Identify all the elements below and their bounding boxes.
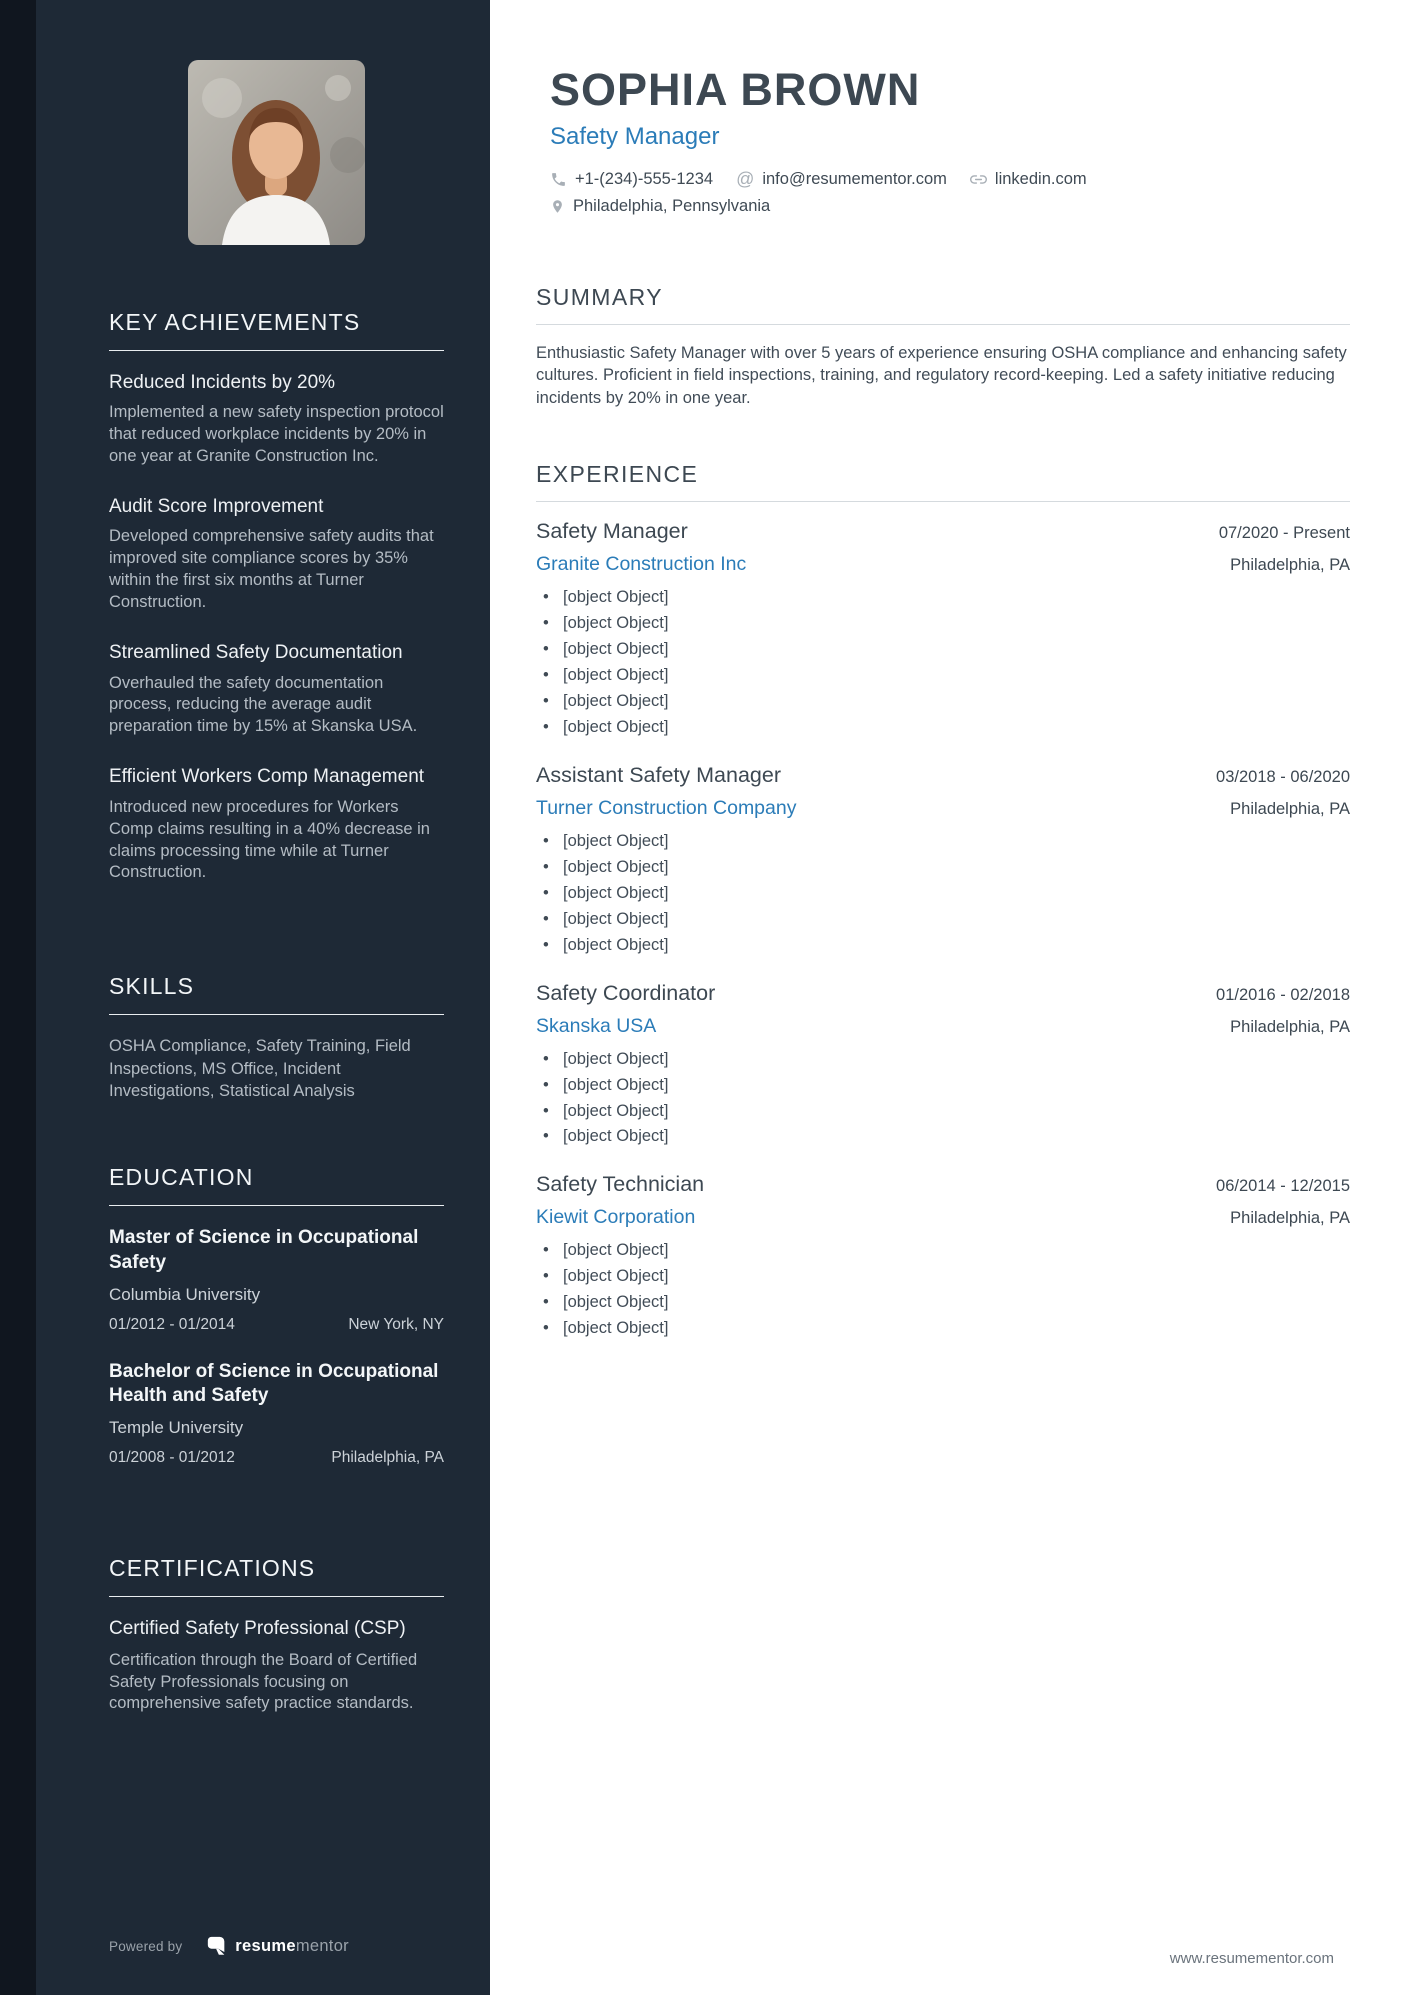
job-company-row — [536, 1206, 1350, 1229]
job-entry — [536, 519, 1350, 739]
contact-row — [550, 169, 1350, 190]
job-company-row — [536, 553, 1350, 576]
achievement-item — [109, 371, 444, 468]
sidebar — [0, 0, 490, 1995]
achievement-title: Reduced Incidents by 20% — [109, 372, 336, 393]
website-link[interactable]: www.resumementor.com — [1169, 1950, 1334, 1967]
section-divider — [536, 324, 1350, 325]
skills-text: OSHA Compliance, Safety Training, Field Inspections, MS Office, Incident Investigations, Statistical Analysis — [109, 1037, 411, 1100]
brand-word-resume: resume — [235, 1936, 296, 1955]
job-title-row — [536, 763, 1350, 788]
section-divider — [109, 1014, 444, 1015]
education-meta-row — [109, 1449, 444, 1467]
achievement-title: Streamlined Safety Documentation — [109, 642, 403, 664]
education-dates: 01/2012 - 01/2014 — [109, 1315, 235, 1333]
job-location: Philadelphia, PA — [1230, 1017, 1350, 1036]
job-location: Philadelphia, PA — [1230, 1209, 1350, 1228]
email-contact[interactable] — [736, 169, 947, 190]
job-bullet: • [object Object] — [536, 613, 1350, 635]
job-bullet-list — [536, 831, 1350, 957]
brand-wordmark — [235, 1937, 349, 1956]
summary-section — [536, 284, 1350, 409]
resumementor-logo-icon — [206, 1935, 228, 1957]
job-bullet: • [object Object] — [536, 1126, 1350, 1148]
job-bullet: • [object Object] — [536, 1266, 1350, 1288]
job-bullet: • [object Object] — [536, 717, 1350, 739]
job-bullet-list — [536, 1240, 1350, 1340]
phone-contact[interactable] — [550, 170, 713, 189]
skills-heading: SKILLS — [109, 973, 195, 1000]
achievement-text: Overhauled the safety documentation process, reducing the average audit preparation time by 15% at Skanska USA. — [109, 673, 418, 736]
profile-photo-illustration — [188, 60, 365, 245]
link-icon — [970, 171, 987, 188]
job-bullet: • [object Object] — [536, 831, 1350, 853]
job-entry — [536, 763, 1350, 957]
section-divider — [109, 1205, 444, 1206]
job-entry — [536, 981, 1350, 1149]
sidebar-section-education — [109, 1164, 444, 1493]
job-dates: 06/2014 - 12/2015 — [1216, 1177, 1350, 1196]
experience-section — [536, 461, 1350, 1344]
job-title: Assistant Safety Manager — [536, 762, 781, 787]
education-item — [109, 1360, 444, 1467]
job-dates: 01/2016 - 02/2018 — [1216, 985, 1350, 1004]
sidebar-section-certifications — [109, 1555, 444, 1716]
certifications-heading: CERTIFICATIONS — [109, 1554, 316, 1581]
school-name: Temple University — [109, 1417, 244, 1437]
summary-text: Enthusiastic Safety Manager with over 5 years of experience ensuring OSHA compliance and enhancing safety cultures. Proficient in field inspections, training, and regulatory record-keeping. Led a safety initiative reducing incidents by 20% in one year. — [536, 344, 1347, 407]
section-divider — [109, 1596, 444, 1597]
candidate-title: Safety Manager — [550, 123, 720, 150]
job-title-row — [536, 981, 1350, 1006]
job-bullet: • [object Object] — [536, 1075, 1350, 1097]
linkedin-url: linkedin.com — [994, 170, 1087, 188]
job-title: Safety Coordinator — [536, 980, 716, 1005]
job-title-row — [536, 1172, 1350, 1197]
key-achievements-heading: KEY ACHIEVEMENTS — [109, 309, 361, 335]
education-list — [109, 1226, 444, 1467]
degree-title: Master of Science in Occupational Safety — [109, 1227, 419, 1273]
sidebar-section-key-achievements — [109, 309, 444, 911]
phone-number: +1-(234)-555-1234 — [575, 170, 714, 188]
company-name[interactable]: Kiewit Corporation — [536, 1206, 696, 1229]
job-bullet: • [object Object] — [536, 935, 1350, 957]
achievement-text: Implemented a new safety inspection protocol that reduced workplace incidents by 20% in one year at Granite Construction Inc. — [109, 403, 444, 466]
job-bullet: • [object Object] — [536, 857, 1350, 879]
powered-by-footer — [109, 1935, 444, 1961]
location-row — [550, 197, 1350, 216]
job-location: Philadelphia, PA — [1230, 556, 1350, 575]
candidate-name: SOPHIA BROWN — [550, 64, 921, 115]
education-location: Philadelphia, PA — [331, 1448, 444, 1466]
job-entry — [536, 1172, 1350, 1340]
company-name[interactable]: Turner Construction Company — [536, 796, 797, 819]
education-dates: 01/2008 - 01/2012 — [109, 1448, 235, 1466]
job-bullet: • [object Object] — [536, 1318, 1350, 1340]
job-company-row — [536, 797, 1350, 820]
job-dates: 07/2020 - Present — [1218, 524, 1350, 543]
email-at-icon: @ — [736, 169, 755, 189]
job-bullet: • [object Object] — [536, 909, 1350, 931]
job-bullet-list — [536, 1049, 1350, 1149]
achievement-text: Introduced new procedures for Workers Comp claims resulting in a 40% decrease in claims processing time while at Turner Construction. — [109, 797, 430, 882]
job-bullet: • [object Object] — [536, 691, 1350, 713]
school-name: Columbia University — [109, 1284, 261, 1304]
job-bullet: • [object Object] — [536, 1101, 1350, 1123]
certification-item — [109, 1617, 444, 1716]
job-bullet: • [object Object] — [536, 639, 1350, 661]
powered-by-label: Powered by — [109, 1938, 183, 1954]
education-item — [109, 1226, 444, 1333]
company-name[interactable]: Granite Construction Inc — [536, 553, 747, 576]
achievement-item — [109, 765, 444, 884]
education-location: New York, NY — [348, 1315, 444, 1333]
summary-heading: SUMMARY — [536, 284, 663, 310]
achievement-item — [109, 495, 444, 614]
job-bullet: • [object Object] — [536, 587, 1350, 609]
education-meta-row — [109, 1316, 444, 1334]
sidebar-section-skills — [109, 973, 444, 1102]
job-title: Safety Manager — [536, 519, 688, 544]
company-name[interactable]: Skanska USA — [536, 1014, 657, 1037]
achievement-text: Developed comprehensive safety audits that improved site compliance scores by 35% within the first six months at Turner Construction. — [109, 527, 434, 612]
profile-photo — [188, 60, 365, 245]
job-bullet: • [object Object] — [536, 665, 1350, 687]
degree-title: Bachelor of Science in Occupational Health and Safety — [109, 1360, 439, 1407]
certification-text: Certification through the Board of Certified Safety Professionals focusing on comprehensive safety practice standards. — [109, 1650, 418, 1713]
linkedin-contact[interactable] — [970, 170, 1087, 189]
main-content — [490, 0, 1410, 1995]
certification-list — [109, 1617, 444, 1716]
resumementor-brand[interactable] — [206, 1935, 349, 1957]
job-bullet: • [object Object] — [536, 883, 1350, 905]
job-title: Safety Technician — [536, 1172, 705, 1197]
location-text: Philadelphia, Pennsylvania — [573, 197, 771, 215]
section-divider — [109, 350, 444, 351]
job-bullet: • [object Object] — [536, 1049, 1350, 1071]
job-bullet: • [object Object] — [536, 1240, 1350, 1262]
job-list — [536, 519, 1350, 1340]
job-company-row — [536, 1015, 1350, 1038]
job-bullet-list — [536, 587, 1350, 739]
job-dates: 03/2018 - 06/2020 — [1216, 767, 1350, 786]
experience-heading: EXPERIENCE — [536, 461, 699, 488]
achievement-title: Audit Score Improvement — [109, 496, 324, 518]
achievement-item — [109, 641, 444, 738]
location-pin-icon — [550, 198, 565, 215]
section-divider — [536, 501, 1350, 502]
email-address: info@resumementor.com — [762, 170, 947, 188]
job-bullet: • [object Object] — [536, 1292, 1350, 1314]
job-location: Philadelphia, PA — [1230, 799, 1350, 818]
brand-word-mentor: mentor — [295, 1936, 349, 1955]
achievement-title: Efficient Workers Comp Management — [109, 766, 425, 788]
certification-title: Certified Safety Professional (CSP) — [109, 1617, 406, 1639]
phone-icon — [550, 171, 567, 188]
education-heading: EDUCATION — [109, 1164, 254, 1191]
achievement-list — [109, 371, 444, 884]
job-title-row — [536, 519, 1350, 544]
location-item — [550, 197, 770, 216]
